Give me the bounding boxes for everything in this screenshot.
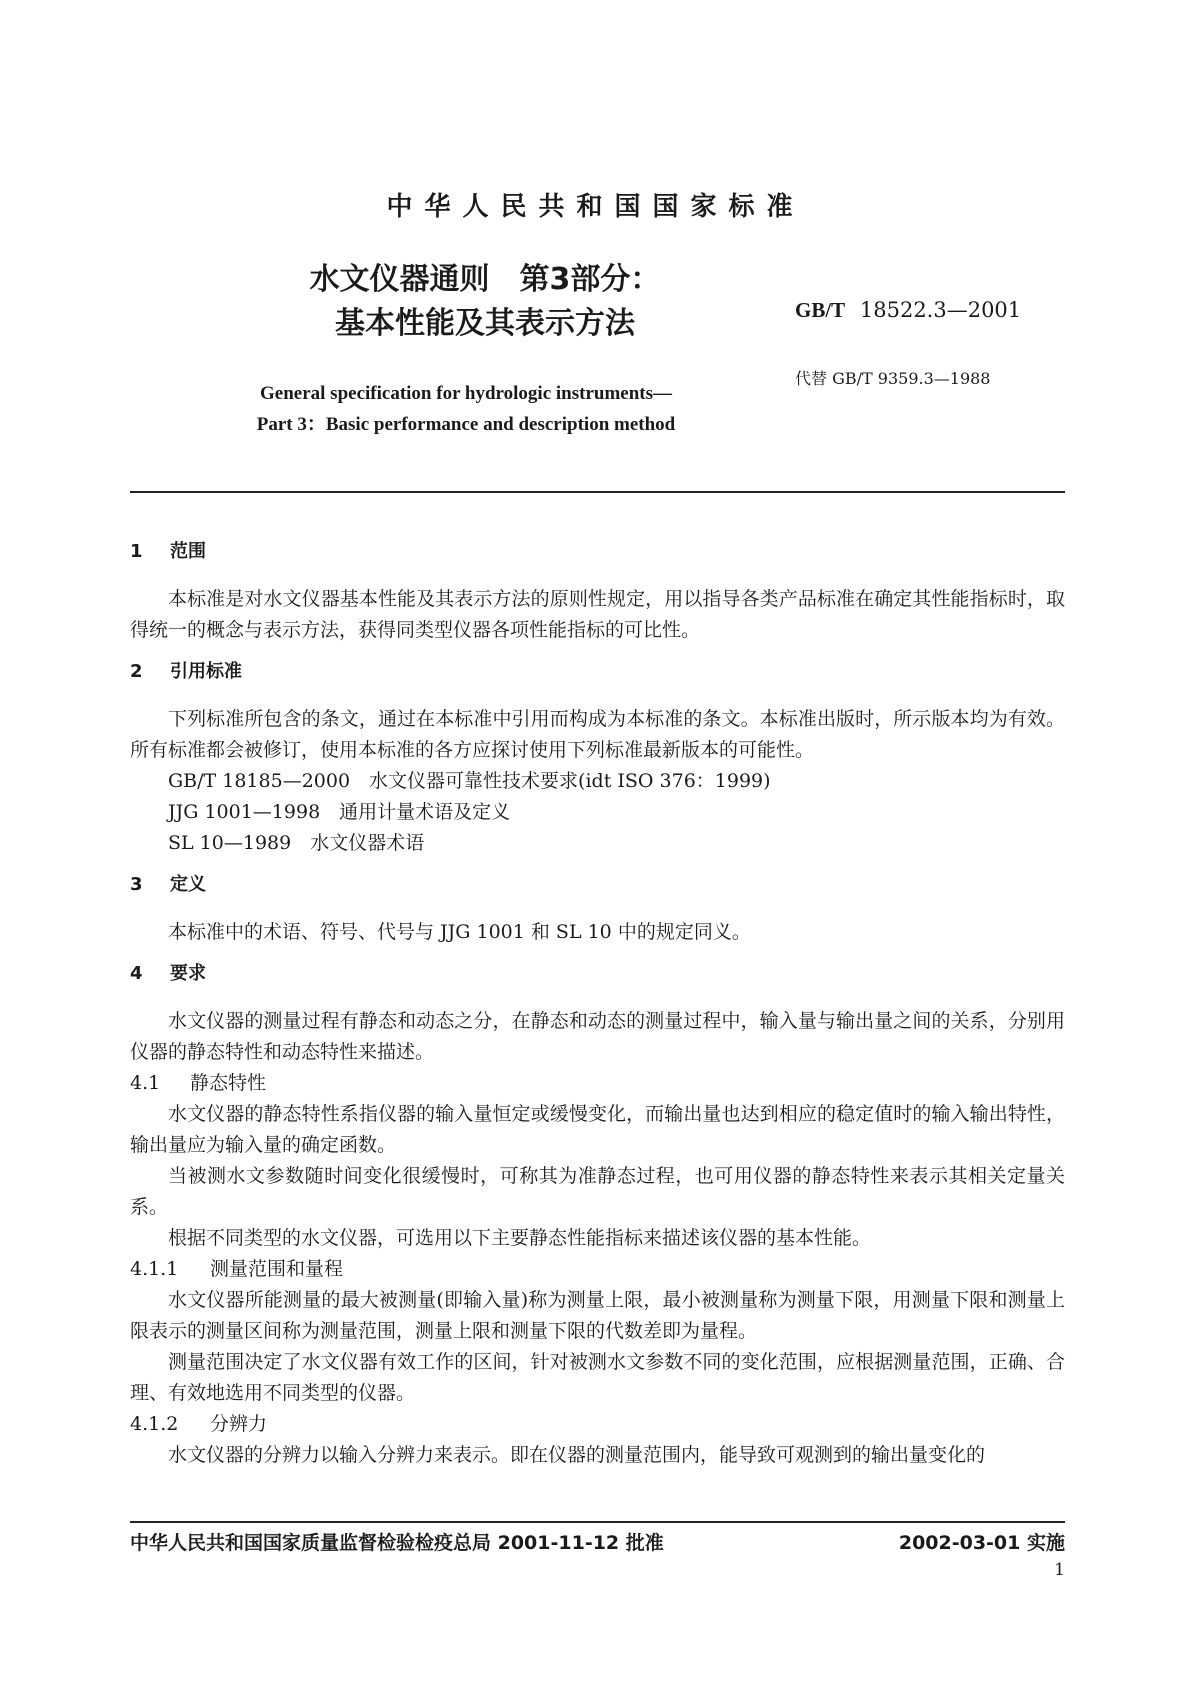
standard-header: 中华人民共和国国家标准 [386, 192, 805, 222]
header-divider [130, 491, 1065, 493]
section-2-heading: 2 引用标准 [130, 661, 242, 682]
section-4-paragraph: 水文仪器的测量过程有静态和动态之分，在静态和动态的测量过程中，输入量与输出量之间的关系，分别用仪器的静态特性和动态特性来描述。 [130, 1010, 1065, 1063]
chinese-title [290, 258, 680, 346]
section-4-1-2-heading: 4.1.2 分辨力 [130, 1413, 268, 1435]
section-3-paragraph: 本标准中的术语、符号、代号与 JJG 1001 和 SL 10 中的规定同义。 [168, 921, 751, 943]
english-title-line1: General specification for hydrologic instruments— [260, 383, 672, 404]
reference-item: JJG 1001—1998 通用计量术语及定义 [168, 801, 511, 823]
section-4-1-paragraph: 当被测水文参数随时间变化很缓慢时，可称其为准静态过程，也可用仪器的静态特性来表示其相关定量关系。 [130, 1165, 1065, 1218]
replaces-standard: 代替 GB/T 9359.3—1988 [795, 369, 991, 388]
section-4-heading: 4 要求 [130, 963, 206, 984]
standard-prefix: GB/T [795, 298, 846, 322]
document-body [130, 530, 1065, 1471]
effective-date: 2002-03-01 实施 [898, 1532, 1065, 1554]
section-1-paragraph: 本标准是对水文仪器基本性能及其表示方法的原则性规定，用以指导各类产品标准在确定其性能指标时，取得统一的概念与表示方法，获得同类型仪器各项性能指标的可比性。 [130, 588, 1065, 641]
section-4-1-heading: 4.1 静态特性 [130, 1072, 267, 1094]
section-4-1-1-heading: 4.1.1 测量范围和量程 [130, 1258, 344, 1280]
page-number: 1 [1054, 1560, 1065, 1580]
approval-note: 中华人民共和国国家质量监督检验检疫总局 2001-11-12 批准 [130, 1532, 664, 1554]
reference-item: GB/T 18185—2000 水文仪器可靠性技术要求(idt ISO 376：1999) [168, 770, 771, 792]
section-4-1-1-paragraph: 水文仪器所能测量的最大被测量(即输入量)称为测量上限，最小被测量称为测量下限，用测量下限和测量上限表示的测量区间称为测量范围，测量上限和测量下限的代数差即为量程。 [130, 1289, 1065, 1342]
section-3-heading: 3 定义 [130, 874, 206, 895]
reference-item: SL 10—1989 水文仪器术语 [168, 832, 425, 854]
section-4-1-paragraph: 根据不同类型的水文仪器，可选用以下主要静态性能指标来描述该仪器的基本性能。 [168, 1227, 872, 1249]
section-2-paragraph: 下列标准所包含的条文，通过在本标准中引用而构成为本标准的条文。本标准出版时，所示版本均为有效。所有标准都会被修订，使用本标准的各方应探讨使用下列标准最新版本的可能性。 [130, 708, 1065, 761]
standard-code: 18522.3—2001 [859, 298, 1022, 322]
section-1-heading: 1 范围 [130, 541, 206, 562]
section-4-1-paragraph: 水文仪器的静态特性系指仪器的输入量恒定或缓慢变化，而输出量也达到相应的稳定值时的输入输出特性，输出量应为输入量的确定函数。 [130, 1103, 1065, 1156]
english-title [200, 378, 732, 440]
section-4-1-1-paragraph: 测量范围决定了水文仪器有效工作的区间，针对被测水文参数不同的变化范围，应根据测量范围，正确、合理、有效地选用不同类型的仪器。 [130, 1351, 1065, 1404]
chinese-title-line2: 基本性能及其表示方法 [335, 306, 635, 341]
english-title-line2: Part 3：Basic performance and description method [256, 414, 676, 435]
chinese-title-line1: 水文仪器通则 第3部分： [309, 262, 661, 297]
standard-number [795, 298, 1021, 323]
footer-divider [130, 1521, 1065, 1523]
section-4-1-2-paragraph: 水文仪器的分辨力以输入分辨力来表示。即在仪器的测量范围内，能导致可观测到的输出量变化的 [168, 1444, 986, 1466]
